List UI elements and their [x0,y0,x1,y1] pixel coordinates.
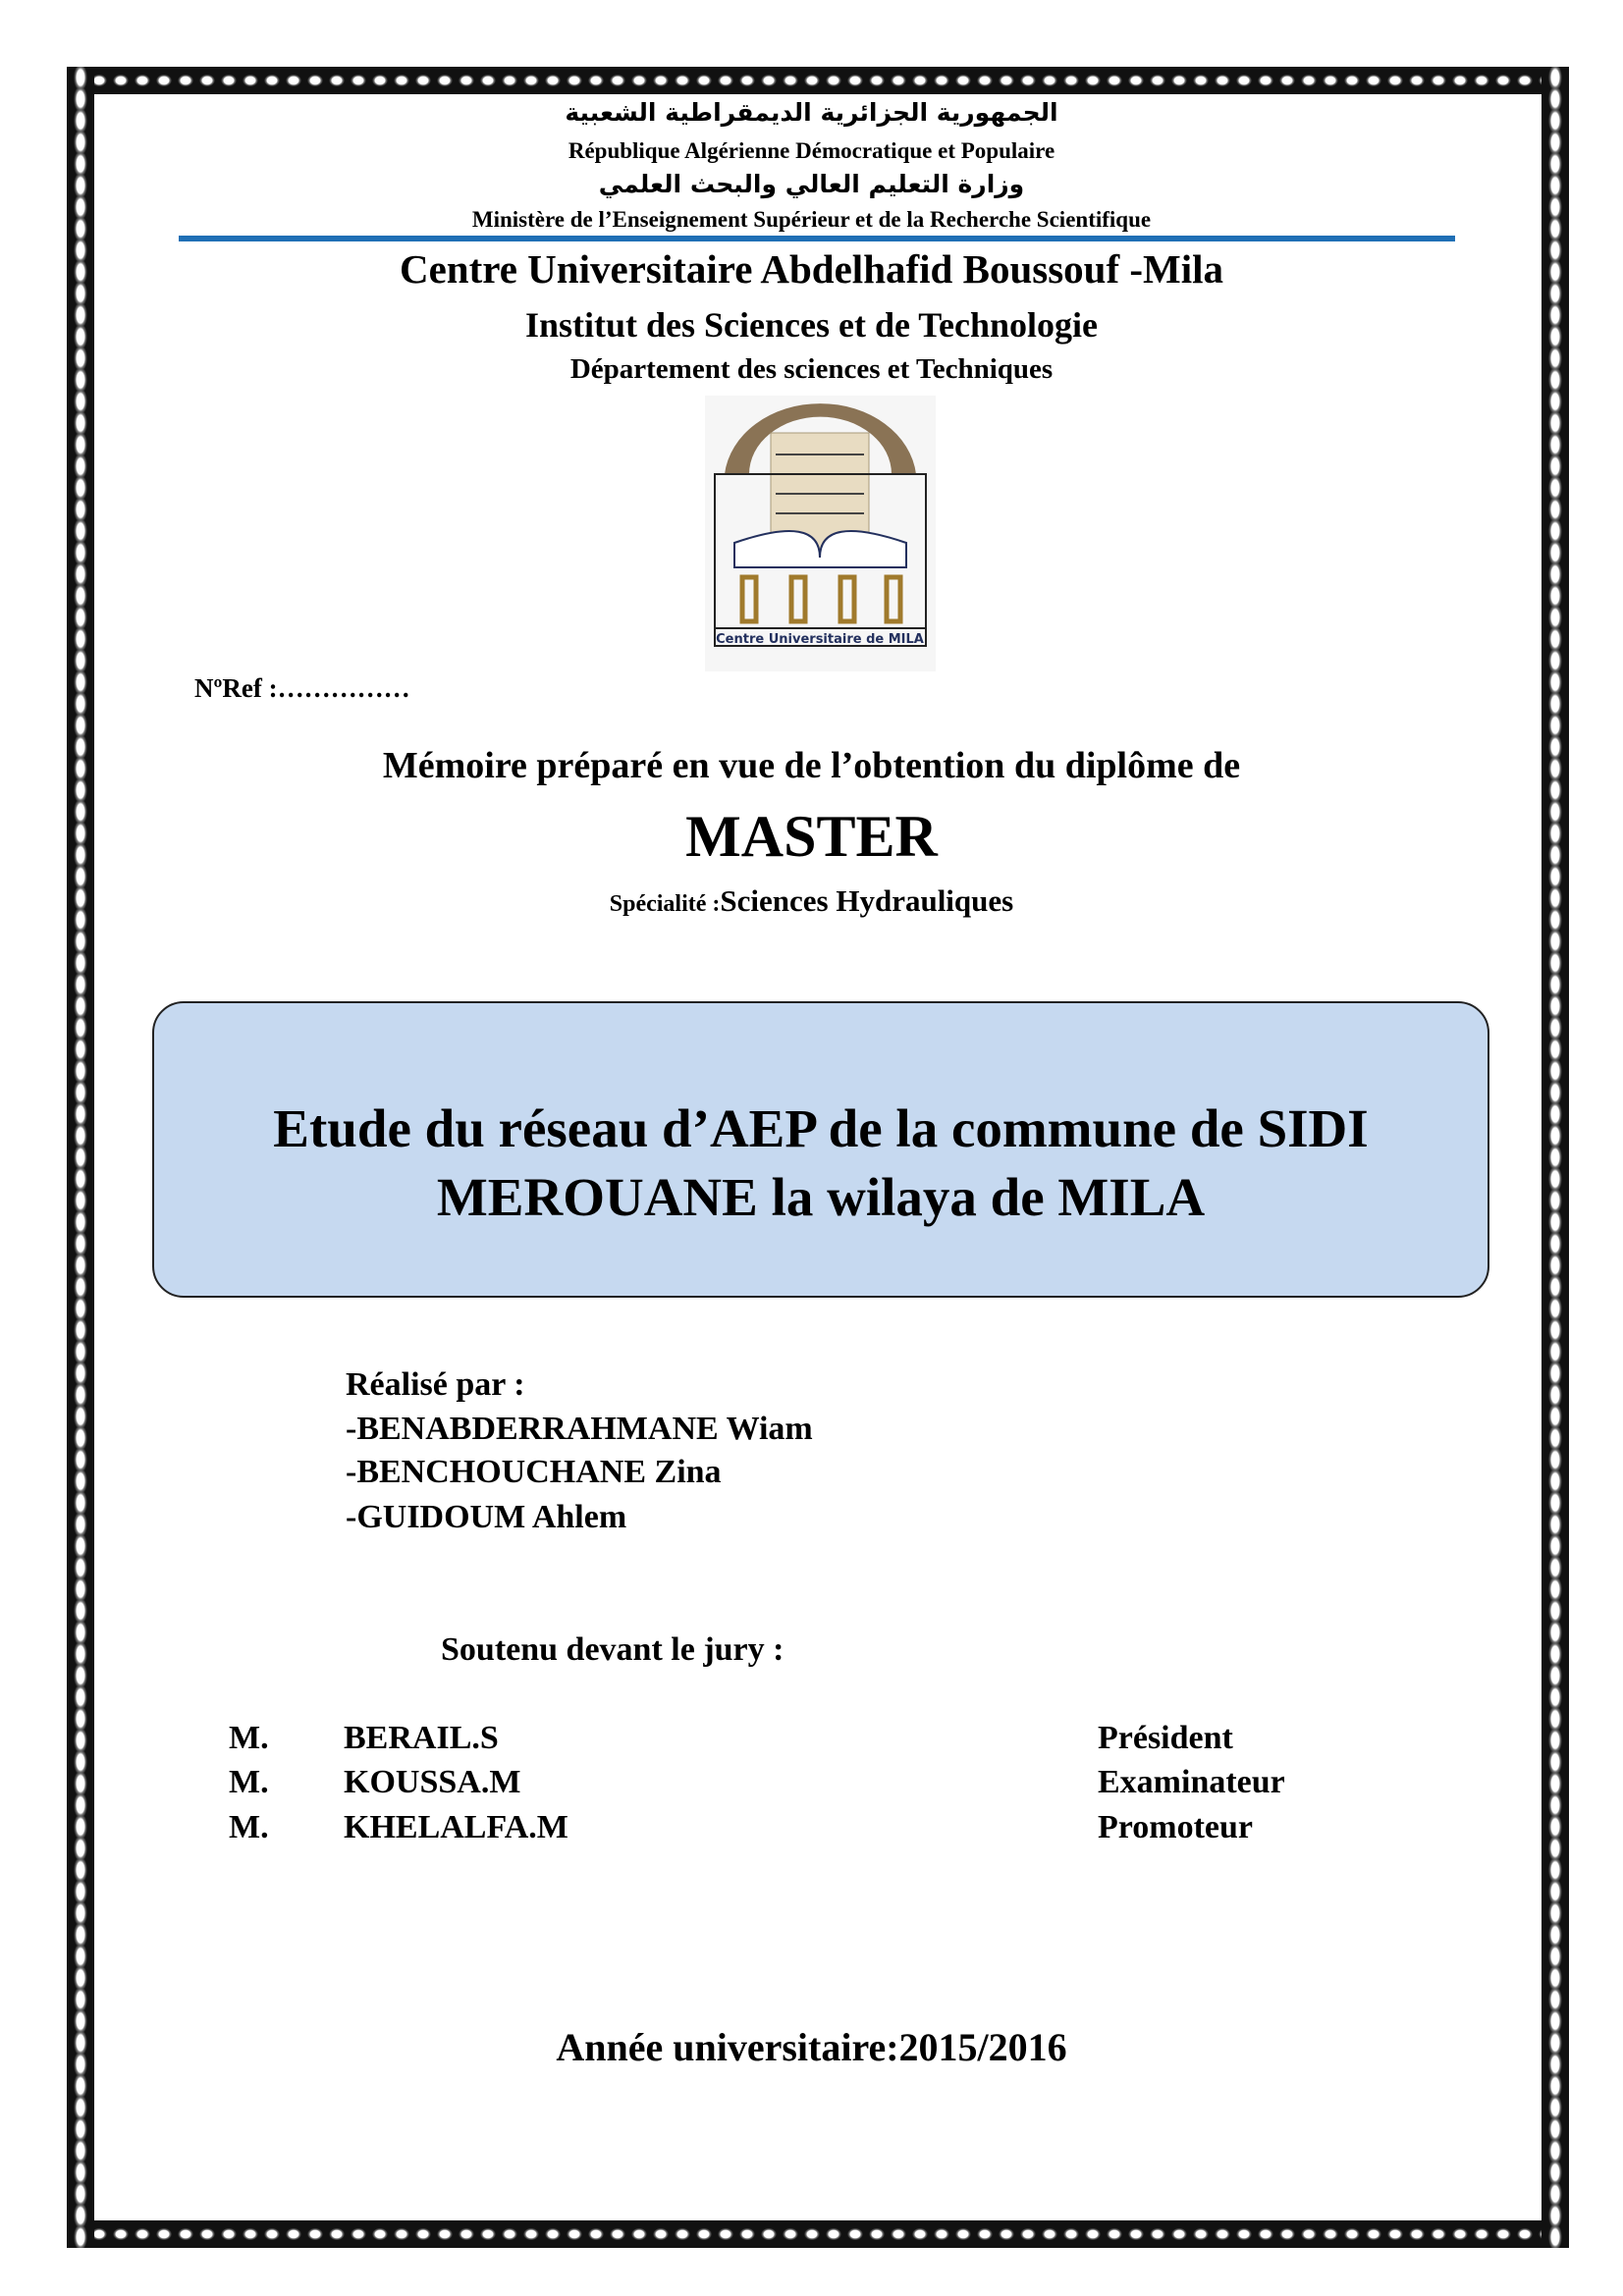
header-rule [179,236,1455,241]
republic-name: République Algérienne Démocratique et Populaire [568,138,1055,163]
jury-title: M. [229,1809,269,1845]
reference-number: NºRef :…………… [194,673,410,703]
border-left [67,67,94,2248]
centre-name: Centre Universitaire Abdelhafid Boussouf -Mila [400,246,1223,292]
academic-year: Année universitaire:2015/2016 [556,2025,1067,2069]
department-name: Département des sciences et Techniques [569,353,1054,385]
jury-title: M. [229,1720,269,1756]
thesis-title-line-1: Etude du réseau d’AEP de la commune de SIDI [273,1098,1369,1158]
jury-role: Président [1098,1720,1233,1756]
author-name: -BENABDERRAHMANE Wiam [346,1411,813,1447]
thesis-title-box [152,1001,1489,1298]
arabic-ministry: وزارة التعليم العالي والبحث العلمي [598,170,1025,198]
jury-role: Promoteur [1098,1809,1253,1845]
jury-name: KHELALFA.M [344,1809,568,1845]
author-name: -BENCHOUCHANE Zina [346,1454,722,1490]
speciality [0,883,1623,919]
memoire-intro: Mémoire préparé en vue de l’obtention du diplôme de [382,745,1241,786]
border-top [67,67,1569,94]
ministry-name: Ministère de l’Enseignement Supérieur et de la Recherche Scientifique [471,207,1152,232]
university-logo [705,396,936,671]
authors-label: Réalisé par : [346,1366,525,1403]
thesis-title-line-2: MEROUANE la wilaya de MILA [436,1167,1206,1227]
speciality-label: Spécialité : [609,891,721,917]
jury-name: KOUSSA.M [344,1764,521,1800]
jury-role: Examinateur [1098,1764,1285,1800]
border-right [1542,67,1569,2248]
institute-name: Institut des Sciences et de Technologie [524,305,1098,345]
arabic-republic: الجمهورية الجزائرية الديمقراطية الشعبية [565,98,1058,127]
jury-name: BERAIL.S [344,1720,499,1756]
jury-label: Soutenu devant le jury : [441,1631,784,1668]
svg-text:Centre Universitaire de MILA: Centre Universitaire de MILA [716,632,924,647]
speciality-value: Sciences Hydrauliques [720,883,1014,918]
jury-title: M. [229,1764,269,1800]
author-name: -GUIDOUM Ahlem [346,1499,627,1535]
border-bottom [67,2220,1569,2248]
degree-title: MASTER [685,804,938,869]
